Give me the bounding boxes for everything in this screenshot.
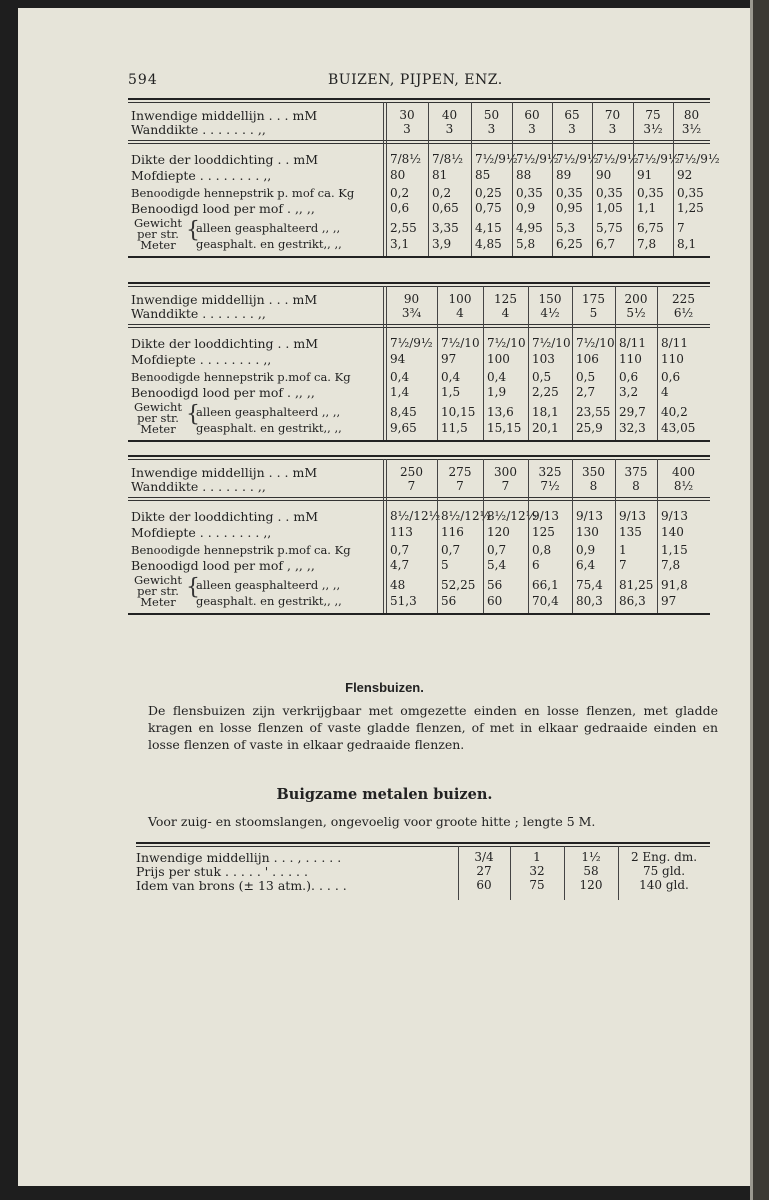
wall-thickness-value: 3 bbox=[403, 122, 411, 136]
row-label: Benoodigde hennepstrik p.mof ca. Kg bbox=[131, 543, 351, 557]
table-cell: 125 bbox=[532, 525, 555, 539]
table-cell: 120 bbox=[487, 525, 510, 539]
wall-thickness-value: 3½ bbox=[681, 122, 702, 136]
table-top-rule-thin bbox=[128, 286, 710, 287]
table-cell: 51,3 bbox=[390, 594, 417, 608]
row-label: Benoodigde hennepstrik p. mof ca. Kg bbox=[131, 186, 355, 200]
wall-thickness-value: 8½ bbox=[673, 479, 694, 493]
table-cell: 7½/9½ bbox=[516, 152, 559, 166]
table-cell: 0,7 bbox=[390, 543, 410, 557]
wall-thickness-value: 3 bbox=[487, 122, 496, 136]
table-cell: 6,75 bbox=[637, 221, 664, 235]
table-cell: 0,75 bbox=[475, 201, 502, 215]
wall-thickness-label: Wanddikte . . . . . . . ,, bbox=[131, 122, 266, 137]
table-cell: 6,4 bbox=[576, 558, 596, 572]
table-cell: 6,25 bbox=[556, 237, 583, 251]
column-divider bbox=[657, 459, 658, 613]
row-label: Benoodigde hennepstrik p.mof ca. Kg bbox=[131, 370, 351, 384]
table-cell: 10,15 bbox=[441, 405, 476, 419]
table-cell: 1,15 bbox=[661, 543, 688, 557]
buig-cell: 75 bbox=[529, 878, 545, 892]
table-cell: 7 bbox=[677, 221, 685, 235]
flensbuizen-heading: Flensbuizen. bbox=[345, 680, 424, 695]
table-cell: 40,2 bbox=[661, 405, 688, 419]
table-cell: 1 bbox=[619, 543, 627, 557]
row-label: Dikte der looddichting . . mM bbox=[131, 152, 319, 167]
table-cell: 100 bbox=[487, 352, 510, 366]
brace-icon: { bbox=[186, 402, 200, 427]
table-cell: 91 bbox=[637, 168, 653, 182]
row-label: Benoodigd lood per mof , ,, ,, bbox=[131, 558, 315, 573]
table-cell: 7/8½ bbox=[432, 152, 463, 166]
pipe-table bbox=[128, 282, 710, 452]
weight-row-label: alleen geasphalteerd ,, ,, bbox=[196, 405, 341, 419]
wall-thickness-value: 3 bbox=[568, 122, 576, 136]
inner-diameter-value: 350 bbox=[582, 465, 605, 479]
table-cell: 3,1 bbox=[390, 237, 410, 251]
inner-diameter-value: 70 bbox=[604, 108, 621, 122]
wall-thickness-value: 5 bbox=[589, 306, 598, 320]
column-divider bbox=[615, 286, 616, 440]
wall-thickness-value: 7 bbox=[501, 479, 510, 493]
table-cell: 90 bbox=[596, 168, 612, 182]
table-cell: 0,5 bbox=[532, 370, 552, 384]
table-cell: 9,65 bbox=[390, 421, 417, 435]
table-top-rule bbox=[128, 455, 710, 457]
column-divider bbox=[483, 286, 484, 440]
wall-thickness-value: 7 bbox=[407, 479, 416, 493]
buig-cell: 32 bbox=[529, 864, 545, 878]
table-cell: 0,25 bbox=[475, 186, 502, 200]
table-cell: 8/11 bbox=[661, 336, 688, 350]
table-cell: 43,05 bbox=[661, 421, 696, 435]
table-cell: 80 bbox=[390, 168, 406, 182]
column-divider bbox=[483, 459, 484, 613]
table-cell: 1,1 bbox=[637, 201, 657, 215]
header-divider-2 bbox=[128, 327, 710, 328]
inner-diameter-value: 80 bbox=[683, 108, 700, 122]
buig-cell: 1½ bbox=[581, 850, 601, 864]
inner-diameter-value: 300 bbox=[494, 465, 517, 479]
label-column-divider bbox=[383, 102, 387, 256]
table-cell: 0,35 bbox=[516, 186, 543, 200]
table-cell: 103 bbox=[532, 352, 555, 366]
inner-diameter-value: 30 bbox=[399, 108, 415, 122]
table-cell: 70,4 bbox=[532, 594, 559, 608]
table-top-rule bbox=[128, 98, 710, 100]
table-cell: 2,7 bbox=[576, 385, 596, 399]
table-cell: 110 bbox=[619, 352, 642, 366]
row-label: Benoodigd lood per mof . ,, ,, bbox=[131, 385, 315, 400]
book-edge bbox=[753, 0, 769, 1200]
table-cell: 4,95 bbox=[516, 221, 543, 235]
table-cell: 5,3 bbox=[556, 221, 576, 235]
wall-thickness-value: 3 bbox=[608, 122, 617, 136]
wall-thickness-value: 6½ bbox=[673, 306, 694, 320]
table-cell: 0,8 bbox=[532, 543, 552, 557]
pipe-table bbox=[128, 455, 710, 625]
table-cell: 0,6 bbox=[390, 201, 410, 215]
wall-thickness-value: 7 bbox=[456, 479, 464, 493]
table-cell: 0,4 bbox=[441, 370, 461, 384]
buig-cell: 58 bbox=[583, 864, 599, 878]
table-cell: 1,9 bbox=[487, 385, 507, 399]
column-divider bbox=[673, 102, 674, 256]
buig-cell: 120 bbox=[579, 878, 603, 892]
weight-row-label: alleen geasphalteerd ,, ,, bbox=[196, 221, 341, 235]
wall-thickness-label: Wanddikte . . . . . . . ,, bbox=[131, 479, 266, 494]
wall-thickness-value: 3 bbox=[445, 122, 454, 136]
inner-diameter-label: Inwendige middellijn . . . mM bbox=[131, 292, 318, 307]
table-cell: 7 bbox=[619, 558, 627, 572]
table-cell: 0,35 bbox=[556, 186, 583, 200]
table-cell: 7,8 bbox=[637, 237, 657, 251]
table-cell: 5,4 bbox=[487, 558, 507, 572]
table-cell: 0,9 bbox=[576, 543, 596, 557]
table-cell: 135 bbox=[619, 525, 642, 539]
weight-row-label: geasphalt. en gestrikt,, ,, bbox=[196, 594, 342, 608]
page-number: 594 bbox=[128, 72, 158, 88]
table-cell: 4,85 bbox=[475, 237, 502, 251]
inner-diameter-value: 400 bbox=[672, 465, 695, 479]
table-cell: 6 bbox=[532, 558, 540, 572]
wall-thickness-value: 7½ bbox=[540, 479, 560, 493]
inner-diameter-value: 90 bbox=[403, 292, 420, 306]
table-cell: 7½/9½ bbox=[556, 152, 599, 166]
weight-row-label: geasphalt. en gestrikt,, ,, bbox=[196, 237, 342, 251]
table-cell: 60 bbox=[487, 594, 503, 608]
table-cell: 7½/9½ bbox=[475, 152, 518, 166]
wall-thickness-label: Wanddikte . . . . . . . ,, bbox=[131, 306, 266, 321]
table-cell: 75,4 bbox=[576, 578, 603, 592]
table-cell: 7½/9½ bbox=[637, 152, 680, 166]
buig-column-divider bbox=[458, 846, 459, 900]
table-cell: 15,15 bbox=[487, 421, 522, 435]
table-cell: 140 bbox=[661, 525, 684, 539]
table-cell: 56 bbox=[487, 578, 503, 592]
table-cell: 8½/12½ bbox=[441, 509, 492, 523]
table-cell: 81,25 bbox=[619, 578, 654, 592]
table-cell: 116 bbox=[441, 525, 464, 539]
table-cell: 1,25 bbox=[677, 201, 704, 215]
wall-thickness-value: 4½ bbox=[540, 306, 560, 320]
table-cell: 1,05 bbox=[596, 201, 623, 215]
column-divider bbox=[437, 286, 438, 440]
table-cell: 9/13 bbox=[532, 509, 559, 523]
table-cell: 3,35 bbox=[432, 221, 459, 235]
table-cell: 7½/9½ bbox=[677, 152, 720, 166]
header-divider-2 bbox=[128, 500, 710, 501]
table-cell: 48 bbox=[390, 578, 406, 592]
table-bottom-rule bbox=[128, 440, 710, 442]
header-divider-2 bbox=[128, 143, 710, 144]
wall-thickness-value: 3½ bbox=[643, 122, 663, 136]
table-top-rule-thin bbox=[128, 459, 710, 460]
inner-diameter-value: 100 bbox=[448, 292, 472, 306]
buig-column-divider bbox=[564, 846, 565, 900]
table-cell: 2,55 bbox=[390, 221, 417, 235]
table-cell: 32,3 bbox=[619, 421, 646, 435]
inner-diameter-value: 75 bbox=[645, 108, 661, 122]
inner-diameter-value: 65 bbox=[564, 108, 580, 122]
table-cell: 7½/9½ bbox=[390, 336, 433, 350]
table-cell: 7½/9½ bbox=[596, 152, 639, 166]
table-cell: 85 bbox=[475, 168, 491, 182]
table-cell: 0,7 bbox=[441, 543, 461, 557]
table-cell: 5 bbox=[441, 558, 449, 572]
weight-row-label: alleen geasphalteerd ,, ,, bbox=[196, 578, 341, 592]
column-divider bbox=[437, 459, 438, 613]
table-cell: 0,9 bbox=[516, 201, 536, 215]
table-cell: 23,55 bbox=[576, 405, 611, 419]
table-cell: 6,7 bbox=[596, 237, 616, 251]
table-cell: 0,35 bbox=[637, 186, 664, 200]
buig-row-label: Inwendige middellijn . . . , . . . . . bbox=[136, 850, 342, 865]
inner-diameter-label: Inwendige middellijn . . . mM bbox=[131, 465, 318, 480]
table-cell: 7,8 bbox=[661, 558, 681, 572]
gewicht-label: Gewicht per str. Meter bbox=[134, 216, 182, 252]
column-divider bbox=[512, 102, 513, 256]
table-cell: 130 bbox=[576, 525, 599, 539]
row-label: Benoodigd lood per mof . ,, ,, bbox=[131, 201, 315, 216]
header-divider bbox=[128, 324, 710, 325]
column-divider bbox=[471, 102, 472, 256]
table-cell: 11,5 bbox=[441, 421, 468, 435]
buig-column-divider bbox=[510, 846, 511, 900]
table-cell: 8½/12½ bbox=[390, 509, 441, 523]
table-cell: 0,65 bbox=[432, 201, 459, 215]
wall-thickness-value: 8 bbox=[589, 479, 598, 493]
table-top-rule-thin bbox=[128, 102, 710, 103]
table-cell: 7/8½ bbox=[390, 152, 421, 166]
brace-icon: { bbox=[186, 575, 200, 600]
wall-thickness-value: 3¾ bbox=[401, 306, 422, 320]
table-cell: 8,45 bbox=[390, 405, 417, 419]
table-cell: 80,3 bbox=[576, 594, 603, 608]
table-cell: 0,2 bbox=[390, 186, 410, 200]
table-bottom-rule bbox=[128, 613, 710, 615]
table-cell: 0,4 bbox=[390, 370, 410, 384]
table-cell: 94 bbox=[390, 352, 406, 366]
table-cell: 81 bbox=[432, 168, 448, 182]
inner-diameter-value: 275 bbox=[448, 465, 472, 479]
table-cell: 25,9 bbox=[576, 421, 603, 435]
row-label: Mofdiepte . . . . . . . . ,, bbox=[131, 168, 272, 183]
inner-diameter-value: 60 bbox=[524, 108, 540, 122]
table-cell: 0,95 bbox=[556, 201, 583, 215]
inner-diameter-value: 125 bbox=[494, 292, 517, 306]
table-cell: 20,1 bbox=[532, 421, 559, 435]
inner-diameter-value: 40 bbox=[441, 108, 458, 122]
table-cell: 7½/10 bbox=[532, 336, 571, 350]
table-cell: 66,1 bbox=[532, 578, 559, 592]
table-cell: 0,6 bbox=[619, 370, 639, 384]
table-cell: 91,8 bbox=[661, 578, 688, 592]
column-divider bbox=[633, 102, 634, 256]
table-cell: 7½/10 bbox=[576, 336, 615, 350]
table-cell: 5,75 bbox=[596, 221, 623, 235]
row-label: Dikte der looddichting . . mM bbox=[131, 509, 319, 524]
header-divider bbox=[128, 497, 710, 498]
buigzame-note: Voor zuig- en stoomslangen, ongevoelig voor groote hitte ; lengte 5 M. bbox=[148, 814, 596, 829]
buig-cell: 75 gld. bbox=[642, 864, 686, 878]
row-label: Mofdiepte . . . . . . . . ,, bbox=[131, 352, 272, 367]
inner-diameter-value: 150 bbox=[538, 292, 562, 306]
brace-icon: { bbox=[186, 218, 200, 243]
column-divider bbox=[615, 459, 616, 613]
table-cell: 7½/10 bbox=[441, 336, 480, 350]
table-cell: 5,8 bbox=[516, 237, 536, 251]
table-cell: 0,35 bbox=[677, 186, 704, 200]
table-cell: 97 bbox=[441, 352, 457, 366]
table-cell: 2,25 bbox=[532, 385, 559, 399]
table-cell: 9/13 bbox=[661, 509, 688, 523]
column-divider bbox=[592, 102, 593, 256]
column-divider bbox=[428, 102, 429, 256]
table-cell: 52,25 bbox=[441, 578, 476, 592]
table-cell: 9/13 bbox=[576, 509, 603, 523]
table-cell: 1,5 bbox=[441, 385, 461, 399]
wall-thickness-value: 4 bbox=[456, 306, 464, 320]
table-cell: 97 bbox=[661, 594, 677, 608]
wall-thickness-value: 5½ bbox=[626, 306, 646, 320]
buig-cell: 140 gld. bbox=[639, 878, 689, 892]
buig-row-label: Prijs per stuk . . . . . ' . . . . . bbox=[136, 864, 308, 879]
table-cell: 110 bbox=[661, 352, 684, 366]
table-top-rule bbox=[128, 282, 710, 284]
row-label: Dikte der looddichting . . mM bbox=[131, 336, 319, 351]
table-cell: 0,5 bbox=[576, 370, 596, 384]
inner-diameter-value: 175 bbox=[582, 292, 605, 306]
wall-thickness-value: 8 bbox=[632, 479, 640, 493]
row-label: Mofdiepte . . . . . . . . ,, bbox=[131, 525, 272, 540]
table-cell: 4,15 bbox=[475, 221, 502, 235]
buig-row-label: Idem van brons (± 13 atm.). . . . . bbox=[136, 878, 347, 893]
table-cell: 4 bbox=[661, 385, 669, 399]
buig-top-rule-thin bbox=[136, 846, 710, 847]
table-cell: 0,4 bbox=[487, 370, 507, 384]
table-cell: 1,4 bbox=[390, 385, 410, 399]
weight-row-label: geasphalt. en gestrikt,, ,, bbox=[196, 421, 342, 435]
column-divider bbox=[657, 286, 658, 440]
table-cell: 106 bbox=[576, 352, 599, 366]
flensbuizen-paragraph: De flensbuizen zijn verkrijgbaar met omgezette einden en losse flenzen, met gladde kragen en losse flenzen of vaste gladde flenzen, of met in elkaar gedraaide einden en losse flenzen of vaste in elkaar gedraaide flenzen. bbox=[148, 703, 718, 752]
table-cell: 0,35 bbox=[596, 186, 623, 200]
column-divider bbox=[528, 459, 529, 613]
pipe-table bbox=[128, 98, 720, 268]
inner-diameter-value: 375 bbox=[624, 465, 648, 479]
buig-cell: 27 bbox=[476, 864, 492, 878]
column-divider bbox=[572, 286, 573, 440]
table-cell: 4,7 bbox=[390, 558, 410, 572]
table-cell: 9/13 bbox=[619, 509, 646, 523]
inner-diameter-value: 250 bbox=[400, 465, 423, 479]
buig-cell: 60 bbox=[476, 878, 492, 892]
buig-cell: 1 bbox=[533, 850, 541, 864]
label-column-divider bbox=[383, 286, 387, 440]
running-title: BUIZEN, PIJPEN, ENZ. bbox=[328, 72, 503, 88]
buig-top-rule bbox=[136, 842, 710, 844]
inner-diameter-label: Inwendige middellijn . . . mM bbox=[131, 108, 318, 123]
gewicht-label: Gewicht per str. Meter bbox=[134, 400, 182, 436]
label-column-divider bbox=[383, 459, 387, 613]
table-cell: 13,6 bbox=[487, 405, 514, 419]
buig-column-divider bbox=[618, 846, 619, 900]
table-cell: 0,6 bbox=[661, 370, 681, 384]
inner-diameter-value: 200 bbox=[624, 292, 648, 306]
table-cell: 56 bbox=[441, 594, 457, 608]
inner-diameter-value: 50 bbox=[483, 108, 500, 122]
wall-thickness-value: 3 bbox=[528, 122, 536, 136]
table-cell: 92 bbox=[677, 168, 693, 182]
table-cell: 3,9 bbox=[432, 237, 452, 251]
buigzame-heading: Buigzame metalen buizen. bbox=[276, 786, 493, 803]
buig-cell: 3/4 bbox=[474, 850, 494, 864]
inner-diameter-value: 325 bbox=[538, 465, 562, 479]
wall-thickness-value: 4 bbox=[501, 306, 510, 320]
table-cell: 7½/10 bbox=[487, 336, 526, 350]
column-divider bbox=[572, 459, 573, 613]
table-cell: 113 bbox=[390, 525, 413, 539]
table-cell: 0,2 bbox=[432, 186, 452, 200]
table-cell: 88 bbox=[516, 168, 532, 182]
inner-diameter-value: 225 bbox=[672, 292, 695, 306]
table-cell: 8,1 bbox=[677, 237, 697, 251]
gewicht-label: Gewicht per str. Meter bbox=[134, 573, 182, 609]
column-divider bbox=[528, 286, 529, 440]
table-cell: 18,1 bbox=[532, 405, 559, 419]
table-cell: 8/11 bbox=[619, 336, 646, 350]
table-cell: 3,2 bbox=[619, 385, 639, 399]
buig-cell: 2 Eng. dm. bbox=[630, 850, 698, 864]
header-divider bbox=[128, 140, 710, 141]
table-cell: 86,3 bbox=[619, 594, 646, 608]
column-divider bbox=[552, 102, 553, 256]
table-cell: 8½/12½ bbox=[487, 509, 538, 523]
table-cell: 29,7 bbox=[619, 405, 646, 419]
table-cell: 89 bbox=[556, 168, 572, 182]
table-bottom-rule bbox=[128, 256, 710, 258]
table-cell: 0,7 bbox=[487, 543, 507, 557]
